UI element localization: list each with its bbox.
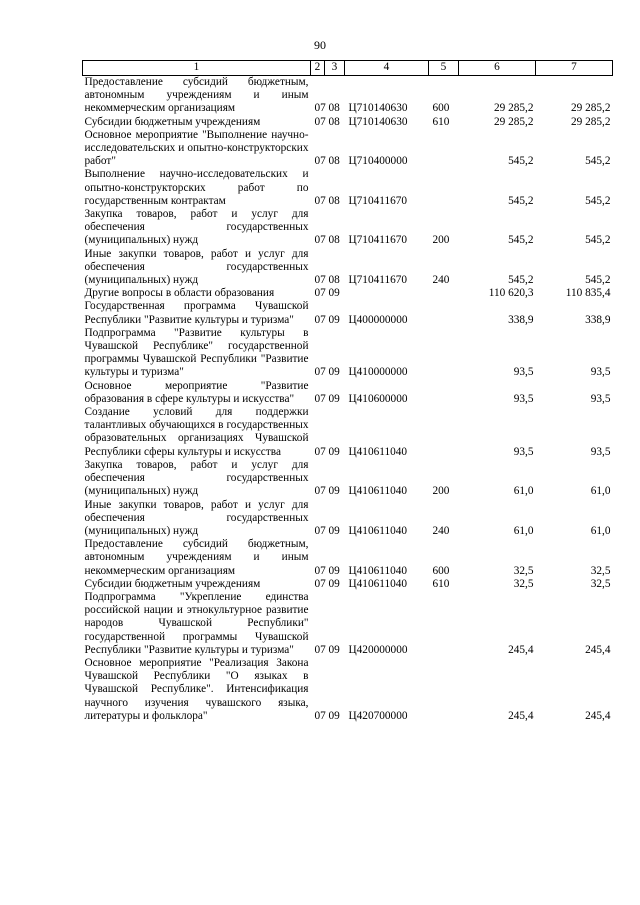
row-target-article: Ц710411670 [348,194,408,207]
row-section: 07 [314,115,326,128]
row-amount-1: 93,5 [513,445,534,458]
row-subsection: 09 [328,577,340,590]
row-subsection: 08 [328,155,340,168]
row-expense-type: 600 [432,102,450,115]
row-target-article: Ц410611040 [348,485,408,498]
page-number: 90 [314,38,326,52]
table-row [83,208,613,248]
row-section: 07 [314,709,326,722]
row-amount-2: 338,9 [585,313,611,326]
row-amount-1: 61,0 [513,485,534,498]
row-amount-2: 29 285,2 [570,102,611,115]
header-cell: 7 [536,61,613,76]
table-row [83,248,613,288]
row-target-article [345,287,429,300]
row-amount-1: 93,5 [513,366,534,379]
row-expense-type: 610 [432,577,450,590]
table-row [83,538,613,578]
row-subsection: 09 [328,313,340,326]
row-name: Государственная программа Чувашской Республики "Развитие культуры и туризма" [84,300,309,326]
row-target-article: Ц710411670 [348,274,408,287]
row-subsection: 09 [328,485,340,498]
row-subsection: 09 [328,392,340,405]
row-amount-1: 93,5 [513,392,534,405]
row-name: Закупка товаров, работ и услуг для обеспечения государственных (муниципальных) нужд [84,208,309,247]
row-amount-1: 32,5 [513,564,534,577]
row-amount-2: 545,2 [585,194,611,207]
row-target-article: Ц710140630 [348,115,408,128]
row-expense-type [429,591,459,657]
row-target-article: Ц410000000 [348,366,408,379]
row-name: Подпрограмма "Развитие культуры в Чувашской Республике" государственной программы Чувашской Республики "Развитие культуры и туризма" [84,326,309,379]
row-expense-type [429,380,459,406]
row-section: 07 [314,445,326,458]
row-subsection: 09 [328,524,340,537]
table-row [83,129,613,169]
row-section: 07 [314,366,326,379]
row-target-article: Ц410611040 [348,564,408,577]
row-expense-type [429,168,459,208]
row-amount-1: 338,9 [508,313,534,326]
table-row [83,459,613,499]
row-amount-1: 545,2 [508,274,534,287]
row-target-article: Ц710400000 [348,155,408,168]
row-amount-2: 93,5 [590,366,611,379]
row-target-article: Ц710411670 [348,234,408,247]
row-amount-1: 61,0 [513,524,534,537]
row-section: 07 [314,194,326,207]
row-expense-type [429,406,459,459]
row-name: Предоставление субсидий бюджетным, автономным учреждениям и иным некоммерческим организациям [84,538,309,577]
row-section: 07 [314,287,326,300]
row-section: 07 [314,313,326,326]
row-amount-1: 29 285,2 [493,115,534,128]
row-subsection: 08 [328,102,340,115]
table-row [83,578,613,591]
row-name: Основное мероприятие "Выполнение научно-исследовательских и опытно-конструкторских работ" [84,128,309,168]
row-name: Другие вопросы в области образования [84,287,275,300]
table-row [83,287,613,300]
row-expense-type: 610 [432,115,450,128]
row-name: Создание условий для поддержки талантливых обучающихся в государственных образовательных организациях Чувашской Республики сферы культуры и искусства [84,406,309,458]
row-amount-2: 61,0 [590,524,611,537]
table-row [83,499,613,539]
row-subsection: 08 [328,274,340,287]
row-expense-type: 240 [432,524,450,537]
row-amount-1: 29 285,2 [493,102,534,115]
row-name: Субсидии бюджетным учреждениям [84,115,261,128]
header-cell: 1 [83,61,311,76]
row-amount-2: 93,5 [590,445,611,458]
row-subsection: 09 [328,564,340,577]
row-target-article: Ц410611040 [348,445,408,458]
table-row [83,591,613,657]
row-section: 07 [314,524,326,537]
row-section: 07 [314,485,326,498]
row-section: 07 [314,102,326,115]
row-amount-1: 545,2 [508,234,534,247]
table-row [83,380,613,406]
row-amount-1: 110 620,3 [488,287,534,300]
header-cell: 6 [459,61,536,76]
row-amount-1: 545,2 [508,155,534,168]
row-name: Закупка товаров, работ и услуг для обеспечения государственных (муниципальных) нужд [84,458,309,498]
row-section: 07 [314,392,326,405]
row-subsection: 08 [328,115,340,128]
row-amount-2: 245,4 [585,643,611,656]
row-section: 07 [314,234,326,247]
row-expense-type: 200 [432,485,450,498]
row-amount-2: 245,4 [585,709,611,722]
row-target-article: Ц420000000 [348,643,408,656]
row-target-article: Ц710140630 [348,102,408,115]
row-name: Основное мероприятие "Развитие образования в сфере культуры и искусства" [84,379,309,405]
table-row [83,300,613,326]
row-amount-1: 32,5 [513,577,534,590]
header-row [83,61,613,76]
budget-table [82,60,613,723]
row-subsection: 08 [328,234,340,247]
row-expense-type [429,300,459,326]
row-target-article: Ц410611040 [348,577,408,590]
table-row [83,168,613,208]
row-section: 07 [314,274,326,287]
row-amount-2: 545,2 [585,234,611,247]
table-row [83,327,613,380]
table-row [83,76,613,116]
row-amount-2: 61,0 [590,485,611,498]
row-target-article: Ц400000000 [348,313,408,326]
row-name: Субсидии бюджетным учреждениям [84,577,261,590]
row-expense-type [429,287,459,300]
row-amount-2: 545,2 [585,274,611,287]
row-amount-2: 93,5 [590,392,611,405]
row-name: Иные закупки товаров, работ и услуг для обеспечения государственных (муниципальных) нужд [84,247,309,287]
row-section: 07 [314,577,326,590]
row-amount-1: 245,4 [508,709,534,722]
row-name: Предоставление субсидий бюджетным, автономным учреждениям и иным некоммерческим организациям [84,76,309,115]
table-row [83,406,613,459]
row-subsection: 09 [328,643,340,656]
row-subsection: 09 [328,709,340,722]
row-name: Подпрограмма "Укрепление единства российской нации и этнокультурное развитие народов Чувашской Республики" государственной программы Чувашской Республики "Развитие культуры и туризма" [84,590,309,656]
row-amount-1: 245,4 [508,643,534,656]
row-amount-2: 545,2 [585,155,611,168]
table-row [83,116,613,129]
row-amount-2: 29 285,2 [570,115,611,128]
row-target-article: Ц410600000 [348,392,408,405]
row-expense-type [429,327,459,380]
row-section: 07 [314,643,326,656]
row-name: Основное мероприятие "Реализация Закона Чувашской Республики "О языках в Чувашской Республике". Интенсификация научного изучения чувашского языка, литературы и фольклора" [84,656,309,722]
row-target-article: Ц410611040 [348,524,408,537]
row-amount-1: 545,2 [508,194,534,207]
row-subsection: 08 [328,194,340,207]
header-cell: 2 [311,61,325,76]
row-name: Иные закупки товаров, работ и услуг для обеспечения государственных (муниципальных) нужд [84,498,309,537]
row-subsection: 09 [328,287,340,300]
row-expense-type: 240 [432,274,450,287]
row-target-article: Ц420700000 [348,709,408,722]
row-amount-2: 110 835,4 [565,287,611,300]
row-expense-type: 200 [432,234,450,247]
row-name: Выполнение научно-исследовательских и опытно-конструкторских работ по государственным контрактам [84,168,309,207]
row-expense-type [429,657,459,723]
header-cell: 3 [325,61,345,76]
row-amount-2: 32,5 [590,577,611,590]
row-section: 07 [314,155,326,168]
table-row [83,657,613,723]
row-expense-type: 600 [432,564,450,577]
header-cell: 4 [345,61,429,76]
row-amount-2: 32,5 [590,564,611,577]
header-cell: 5 [429,61,459,76]
row-subsection: 09 [328,366,340,379]
row-expense-type [429,129,459,169]
row-subsection: 09 [328,445,340,458]
row-section: 07 [314,564,326,577]
